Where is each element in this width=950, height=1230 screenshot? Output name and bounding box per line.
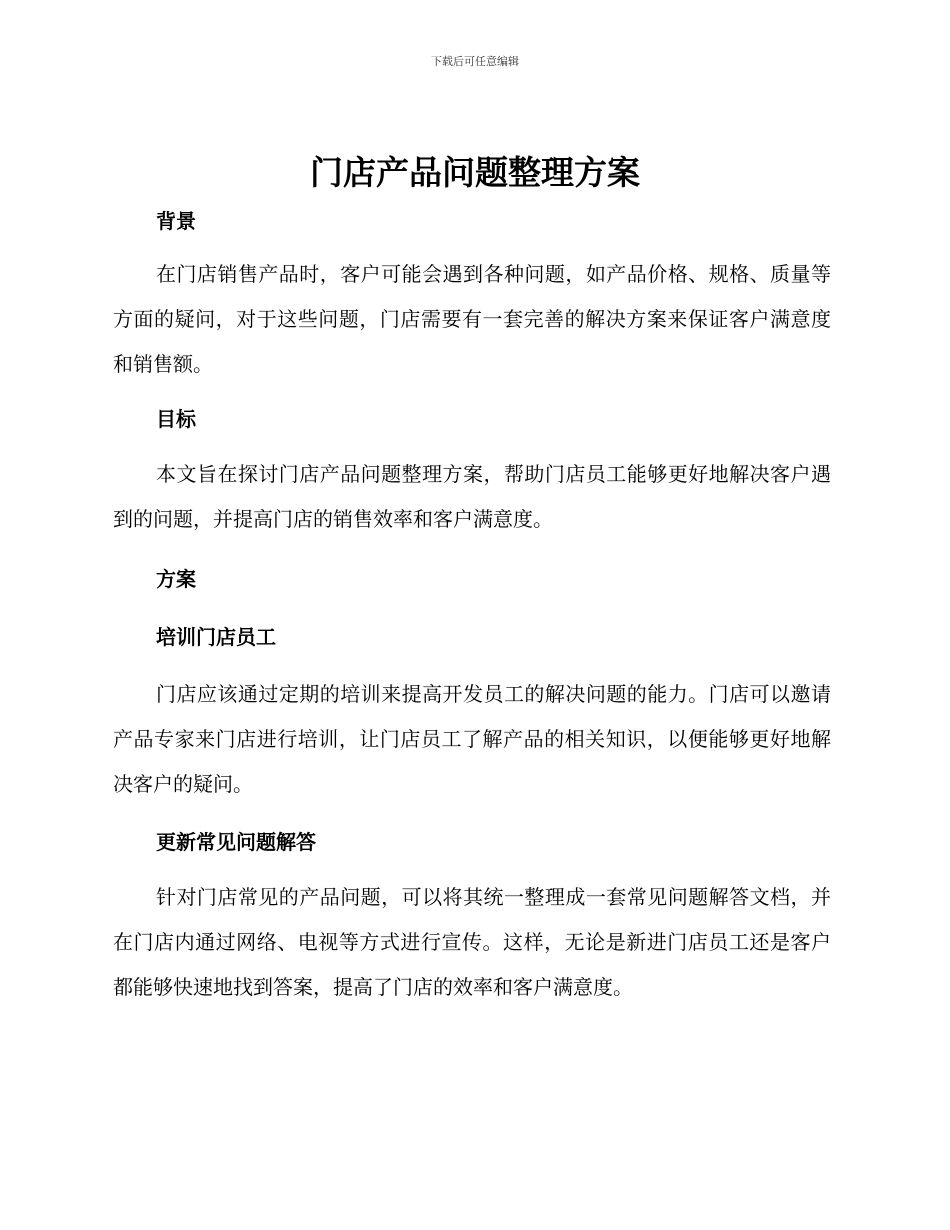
document-title: 门店产品问题整理方案 bbox=[310, 153, 640, 192]
section-heading-plan: 方案 bbox=[156, 567, 196, 591]
header-note: 下载后可任意编辑 bbox=[431, 55, 519, 68]
paragraph-faq: 针对门店常见的产品问题，可以将其统一整理成一套常见问题解答文档，并在门店内通过网络、电视等方式进行宣传。这样，无论是新进门店员工还是客户都能够快速地找到答案，提高了门店的效率和客户满意度。 bbox=[113, 885, 831, 999]
paragraph-training: 门店应该通过定期的培训来提高开发员工的解决问题的能力。门店可以邀请产品专家来门店进行培训，让门店员工了解产品的相关知识，以便能够更好地解决客户的疑问。 bbox=[113, 682, 831, 796]
document-body bbox=[113, 200, 831, 1010]
subsection-heading-faq: 更新常见问题解答 bbox=[156, 830, 316, 854]
section-heading-background: 背景 bbox=[156, 209, 196, 233]
section-heading-goal: 目标 bbox=[156, 407, 196, 431]
subsection-heading-training: 培训门店员工 bbox=[156, 625, 276, 649]
paragraph-goal: 本文旨在探讨门店产品问题整理方案，帮助门店员工能够更好地解决客户遇到的问题，并提高门店的销售效率和客户满意度。 bbox=[113, 462, 831, 531]
paragraph-background: 在门店销售产品时，客户可能会遇到各种问题，如产品价格、规格、质量等方面的疑问，对于这些问题，门店需要有一套完善的解决方案来保证客户满意度和销售额。 bbox=[113, 262, 831, 376]
